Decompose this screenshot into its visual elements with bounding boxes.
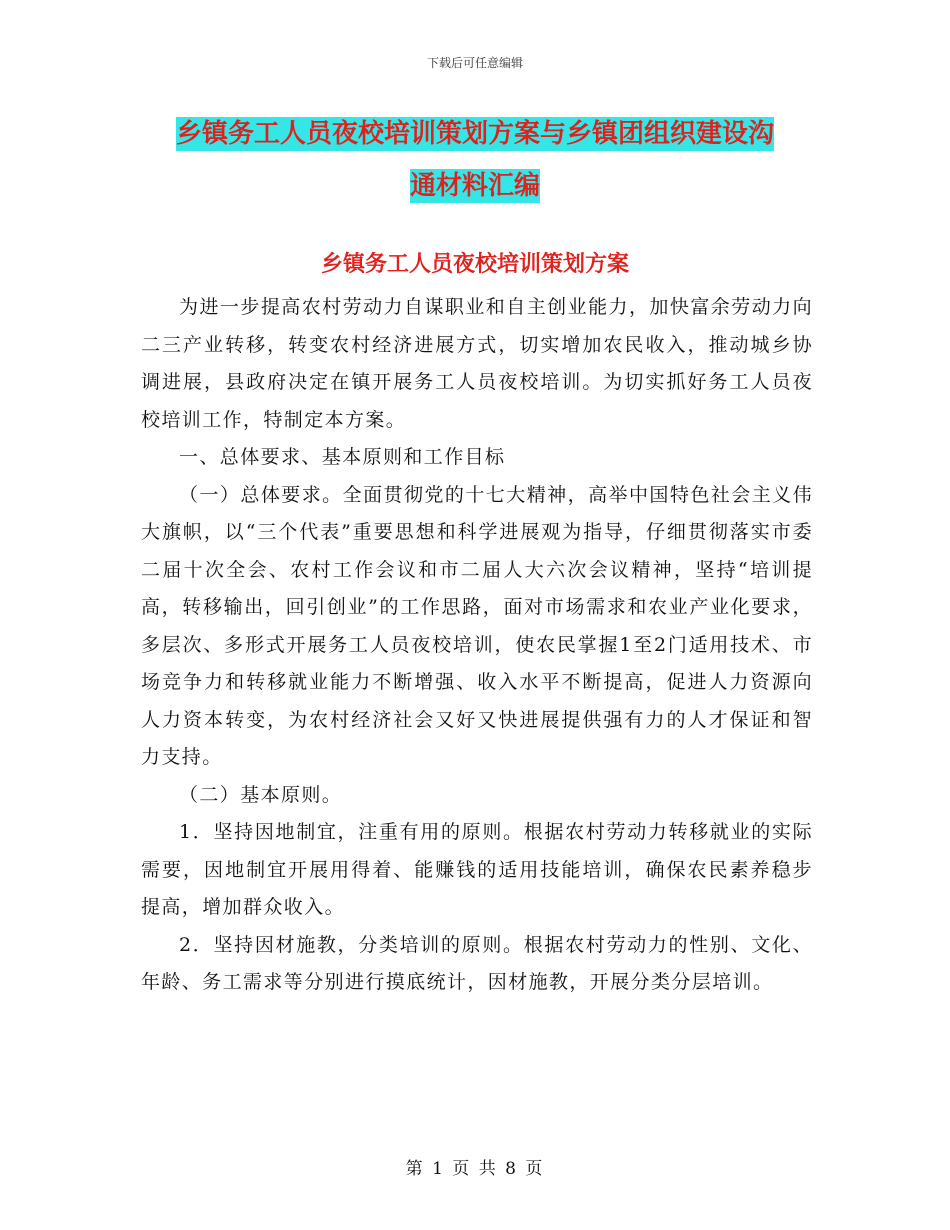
main-title-line-1: 乡镇务工人员夜校培训策划方案与乡镇团组织建设沟 (175, 119, 774, 149)
paragraph-heading-1: 一、总体要求、基本原则和工作目标 (179, 446, 506, 468)
header-note: 下载后可任意编辑 (426, 56, 523, 70)
paragraph-principle-1: 1．坚持因地制宜，注重有用的原则。根据农村劳动力转移就业的实际需要，因地制宜开展用得着、能赚钱的适用技能培训，确保农民素养稳步提高，增加群众收入。 (141, 821, 813, 918)
paragraph-intro: 为进一步提高农村劳动力自谋职业和自主创业能力，加快富余劳动力向二三产业转移，转变农村经济进展方式，切实增加农民收入，推动城乡协调进展，县政府决定在镇开展务工人员夜校培训。为切实抓好务工人员夜校培训工作，特制定本方案。 (141, 296, 813, 431)
paragraph-general-requirements: （一）总体要求。全面贯彻党的十七大精神，高举中国特色社会主义伟大旗帜，以“三个代表”重要思想和科学进展观为指导，仔细贯彻落实市委二届十次全会、农村工作会议和市二届人大六次会议精神，坚持“培训提高，转移输出，回引创业”的工作思路，面对市场需求和农业产业化要求，多层次、多形式开展务工人员夜校培训，使农民掌握1至2门适用技术、市场竞争力和转移就业能力不断增强、收入水平不断提高，促进人力资源向人力资本转变，为农村经济社会又好又快进展提供强有力的人才保证和智力支持。 (141, 483, 813, 768)
page-number: 第 1 页 共 8 页 (405, 1159, 545, 1179)
main-title-line-2: 通材料汇编 (409, 171, 540, 201)
main-title (140, 108, 810, 212)
document-body (141, 289, 813, 1002)
paragraph-principle-2: 2．坚持因材施教，分类培训的原则。根据农村劳动力的性别、文化、年龄、务工需求等分别进行摸底统计，因材施教，开展分类分层培训。 (141, 933, 813, 993)
paragraph-basic-principles: （二）基本原则。 (179, 783, 343, 806)
section-title: 乡镇务工人员夜校培训策划方案 (320, 252, 629, 277)
